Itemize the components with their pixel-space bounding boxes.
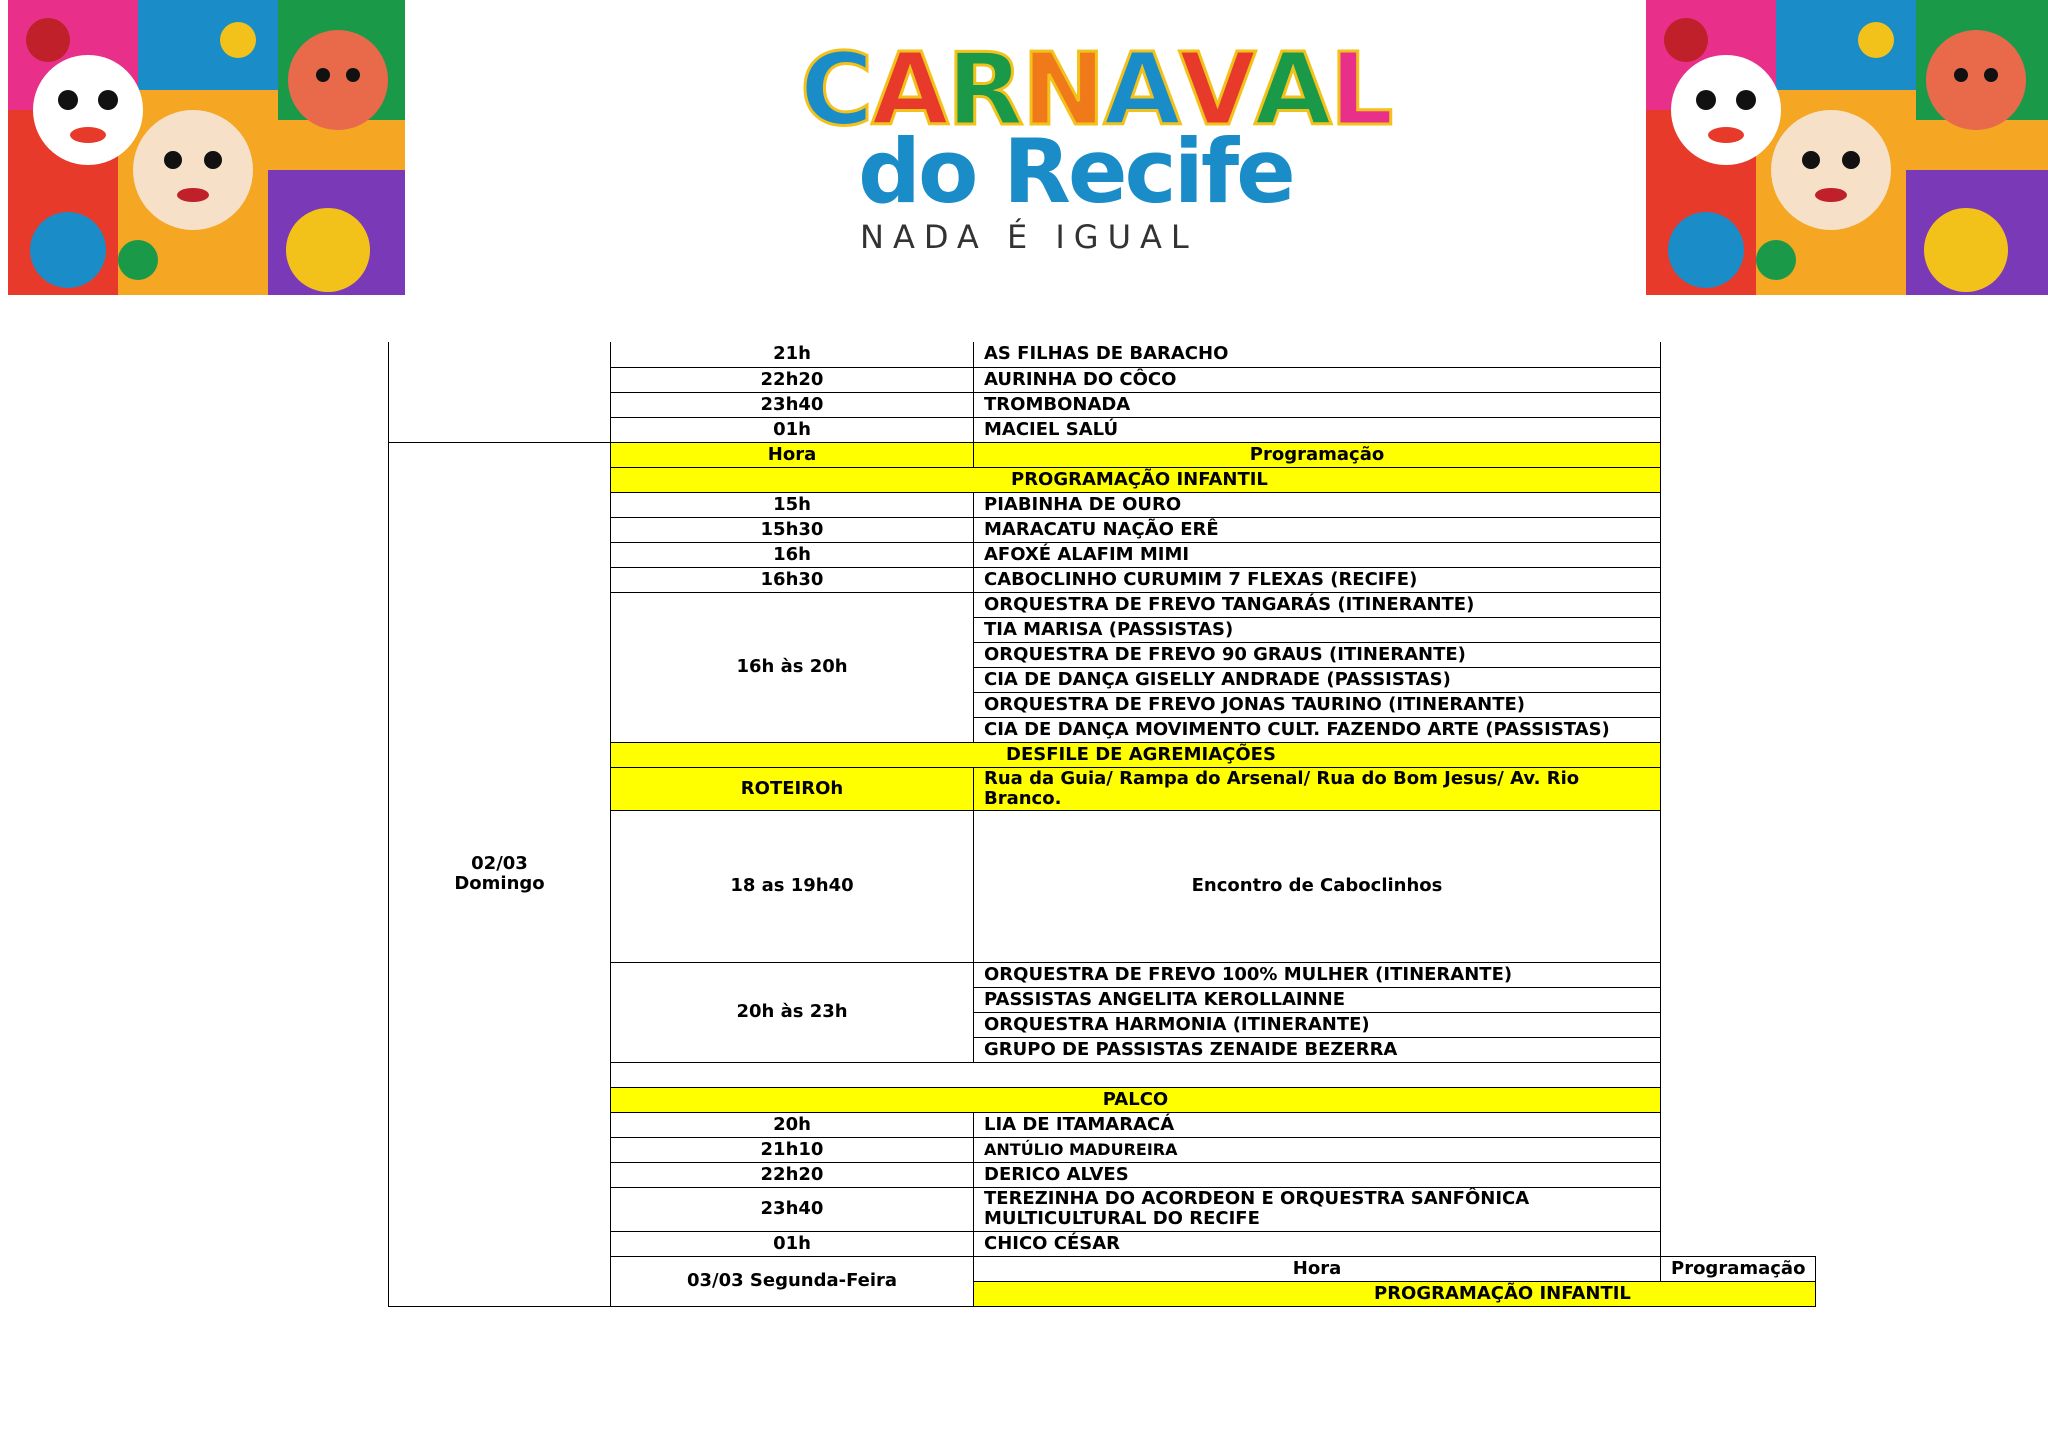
act-cell: DERICO ALVES bbox=[974, 1162, 1661, 1187]
day-cell-0303: 03/03 Segunda-Feira bbox=[611, 1256, 974, 1306]
act-cell: CIA DE DANÇA MOVIMENTO CULT. FAZENDO ARTE (PASSISTAS) bbox=[974, 717, 1661, 742]
hour-header: Hora bbox=[974, 1256, 1661, 1281]
program-header: Programação bbox=[974, 442, 1661, 467]
day-cell-0203 bbox=[389, 442, 611, 1306]
day-weekday: Domingo bbox=[454, 873, 545, 894]
time-cell: 01h bbox=[611, 417, 974, 442]
act-cell: AFOXÉ ALAFIM MIMI bbox=[974, 542, 1661, 567]
kids-program-title: PROGRAMAÇÃO INFANTIL bbox=[611, 467, 1661, 492]
empty-cell bbox=[611, 1062, 1661, 1087]
time-cell: 21h10 bbox=[611, 1137, 974, 1162]
act-cell: TEREZINHA DO ACORDEON E ORQUESTRA SANFÔNICA MULTICULTURAL DO RECIFE bbox=[974, 1187, 1661, 1231]
time-cell: 18 as 19h40 bbox=[611, 810, 974, 962]
time-cell: 16h bbox=[611, 542, 974, 567]
logo-letter: C bbox=[800, 31, 872, 148]
time-cell: 01h bbox=[611, 1231, 974, 1256]
logo-tagline: NADA É IGUAL bbox=[860, 218, 1198, 256]
logo-letter: A bbox=[871, 31, 947, 148]
time-cell: 23h40 bbox=[611, 392, 974, 417]
day-cell-previous bbox=[389, 342, 611, 442]
act-cell: ORQUESTRA DE FREVO 90 GRAUS (ITINERANTE) bbox=[974, 642, 1661, 667]
act-cell: ORQUESTRA DE FREVO JONAS TAURINO (ITINERANTE) bbox=[974, 692, 1661, 717]
stage-title: PALCO bbox=[611, 1087, 1661, 1112]
logo-subtitle: do Recife bbox=[858, 120, 1293, 223]
carnival-art-banner-right bbox=[1646, 0, 2048, 295]
carnival-art-banner-left bbox=[8, 0, 405, 295]
time-cell: 21h bbox=[611, 342, 974, 367]
act-cell: AURINHA DO CÔCO bbox=[974, 367, 1661, 392]
logo-letter: L bbox=[1329, 31, 1392, 148]
table-row bbox=[389, 342, 1816, 367]
logo-letter: A bbox=[1103, 31, 1179, 148]
table-row bbox=[389, 442, 1816, 467]
act-cell: ORQUESTRA HARMONIA (ITINERANTE) bbox=[974, 1012, 1661, 1037]
act-cell: CIA DE DANÇA GISELLY ANDRADE (PASSISTAS) bbox=[974, 667, 1661, 692]
time-cell-block: 16h às 20h bbox=[611, 592, 974, 742]
act-cell: CHICO CÉSAR bbox=[974, 1231, 1661, 1256]
act-cell: LIA DE ITAMARACÁ bbox=[974, 1112, 1661, 1137]
act-cell: Encontro de Caboclinhos bbox=[974, 810, 1661, 962]
program-header: Programação bbox=[1661, 1256, 1816, 1281]
route-text: Rua da Guia/ Rampa do Arsenal/ Rua do Bom Jesus/ Av. Rio Branco. bbox=[974, 767, 1661, 810]
hour-header: Hora bbox=[611, 442, 974, 467]
carnaval-do-recife-logo bbox=[780, 31, 1392, 260]
act-cell: MACIEL SALÚ bbox=[974, 417, 1661, 442]
act-cell: PASSISTAS ANGELITA KEROLLAINNE bbox=[974, 987, 1661, 1012]
time-cell: 22h20 bbox=[611, 367, 974, 392]
act-cell: GRUPO DE PASSISTAS ZENAIDE BEZERRA bbox=[974, 1037, 1661, 1062]
act-cell: ORQUESTRA DE FREVO 100% MULHER (ITINERANTE) bbox=[974, 962, 1661, 987]
logo-letter: N bbox=[1021, 31, 1104, 148]
act-cell: AS FILHAS DE BARACHO bbox=[974, 342, 1661, 367]
time-cell: 15h30 bbox=[611, 517, 974, 542]
time-cell: 15h bbox=[611, 492, 974, 517]
schedule-table bbox=[388, 342, 1816, 1307]
kids-program-title: PROGRAMAÇÃO INFANTIL bbox=[974, 1281, 1816, 1306]
act-cell: CABOCLINHO CURUMIM 7 FLEXAS (RECIFE) bbox=[974, 567, 1661, 592]
day-date: 02/03 bbox=[471, 853, 528, 874]
time-cell: 23h40 bbox=[611, 1187, 974, 1231]
time-cell: 20h bbox=[611, 1112, 974, 1137]
parade-title: DESFILE DE AGREMIAÇÕES bbox=[611, 742, 1661, 767]
time-cell: 16h30 bbox=[611, 567, 974, 592]
logo-letter: V bbox=[1178, 31, 1255, 148]
logo-letter: R bbox=[946, 31, 1022, 148]
route-label: ROTEIROh bbox=[611, 767, 974, 810]
act-cell: ORQUESTRA DE FREVO TANGARÁS (ITINERANTE) bbox=[974, 592, 1661, 617]
act-cell: TROMBONADA bbox=[974, 392, 1661, 417]
time-cell: 22h20 bbox=[611, 1162, 974, 1187]
act-cell: TIA MARISA (PASSISTAS) bbox=[974, 617, 1661, 642]
act-cell: PIABINHA DE OURO bbox=[974, 492, 1661, 517]
act-cell: ANTÚLIO MADUREIRA bbox=[974, 1137, 1661, 1162]
logo-letter: A bbox=[1254, 31, 1330, 148]
time-cell-block: 20h às 23h bbox=[611, 962, 974, 1062]
act-cell: MARACATU NAÇÃO ERÊ bbox=[974, 517, 1661, 542]
